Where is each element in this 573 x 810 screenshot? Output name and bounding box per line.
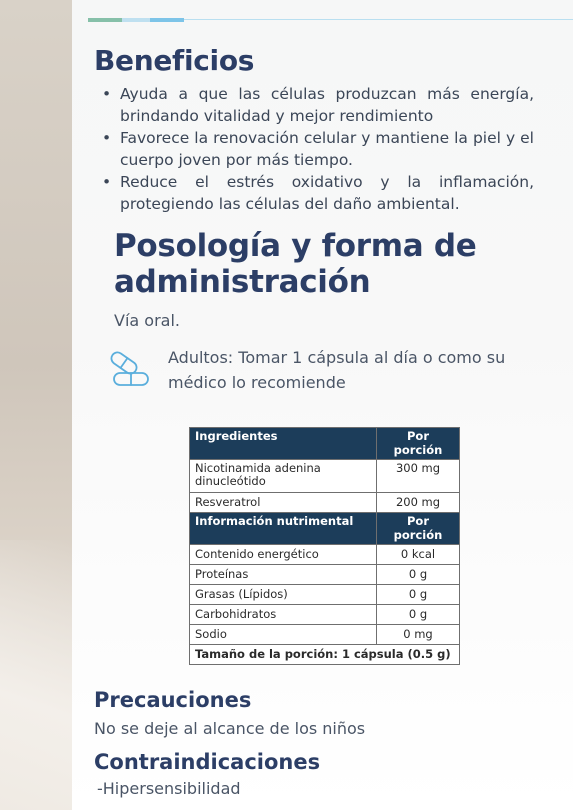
accent-line — [88, 18, 573, 22]
dosage-instructions: Adultos: Tomar 1 cápsula al día o como su médico lo recomiende — [168, 348, 506, 392]
ingredient-name: Nicotinamida adenina dinucleótido — [190, 460, 377, 493]
nutrition-table — [189, 427, 460, 665]
capsule-icon — [108, 350, 152, 390]
table-row — [190, 460, 460, 493]
nutrient-name: Contenido energético — [190, 545, 377, 565]
route-text: Vía oral. — [114, 311, 180, 330]
table-header-row — [190, 513, 460, 545]
side-photo-strip — [0, 0, 72, 810]
contraindications-text: -Hipersensibilidad — [97, 779, 241, 798]
benefit-item: • Reduce el estrés oxidativo y la inflamación, protegiendo las células del daño ambiental. — [98, 171, 534, 215]
nutrient-value: 0 g — [377, 605, 460, 625]
per-serving-header: Por porción — [377, 513, 460, 545]
table-row — [190, 493, 460, 513]
nutrient-value: 0 g — [377, 585, 460, 605]
ingredient-value: 200 mg — [377, 493, 460, 513]
nutrient-name: Proteínas — [190, 565, 377, 585]
table-row — [190, 645, 460, 665]
nutrition-header: Información nutrimental — [190, 513, 377, 545]
benefit-item: • Favorece la renovación celular y mantiene la piel y el cuerpo joven por más tiempo. — [98, 127, 534, 171]
ingredients-header: Ingredientes — [190, 428, 377, 460]
benefits-list — [98, 83, 534, 215]
nutrient-name: Carbohidratos — [190, 605, 377, 625]
table-header-row — [190, 428, 460, 460]
table-row — [190, 605, 460, 625]
table-row — [190, 585, 460, 605]
nutrient-value: 0 g — [377, 565, 460, 585]
serving-size: Tamaño de la porción: 1 cápsula (0.5 g) — [190, 645, 460, 665]
nutrient-value: 0 mg — [377, 625, 460, 645]
ingredient-value: 300 mg — [377, 460, 460, 493]
nutrient-name: Grasas (Lípidos) — [190, 585, 377, 605]
benefits-title: Beneficios — [94, 44, 255, 77]
contraindications-title: Contraindicaciones — [94, 750, 321, 774]
table-row — [190, 545, 460, 565]
precautions-title: Precauciones — [94, 688, 252, 712]
ingredient-name: Resveratrol — [190, 493, 377, 513]
table-row — [190, 565, 460, 585]
nutrient-name: Sodio — [190, 625, 377, 645]
dosage-title: Posología y forma de administración — [114, 228, 477, 300]
precautions-text: No se deje al alcance de los niños — [94, 719, 366, 738]
per-serving-header: Por porción — [377, 428, 460, 460]
nutrient-value: 0 kcal — [377, 545, 460, 565]
benefit-item: • Ayuda a que las células produzcan más energía, brindando vitalidad y mejor rendimiento — [98, 83, 534, 127]
table-row — [190, 625, 460, 645]
